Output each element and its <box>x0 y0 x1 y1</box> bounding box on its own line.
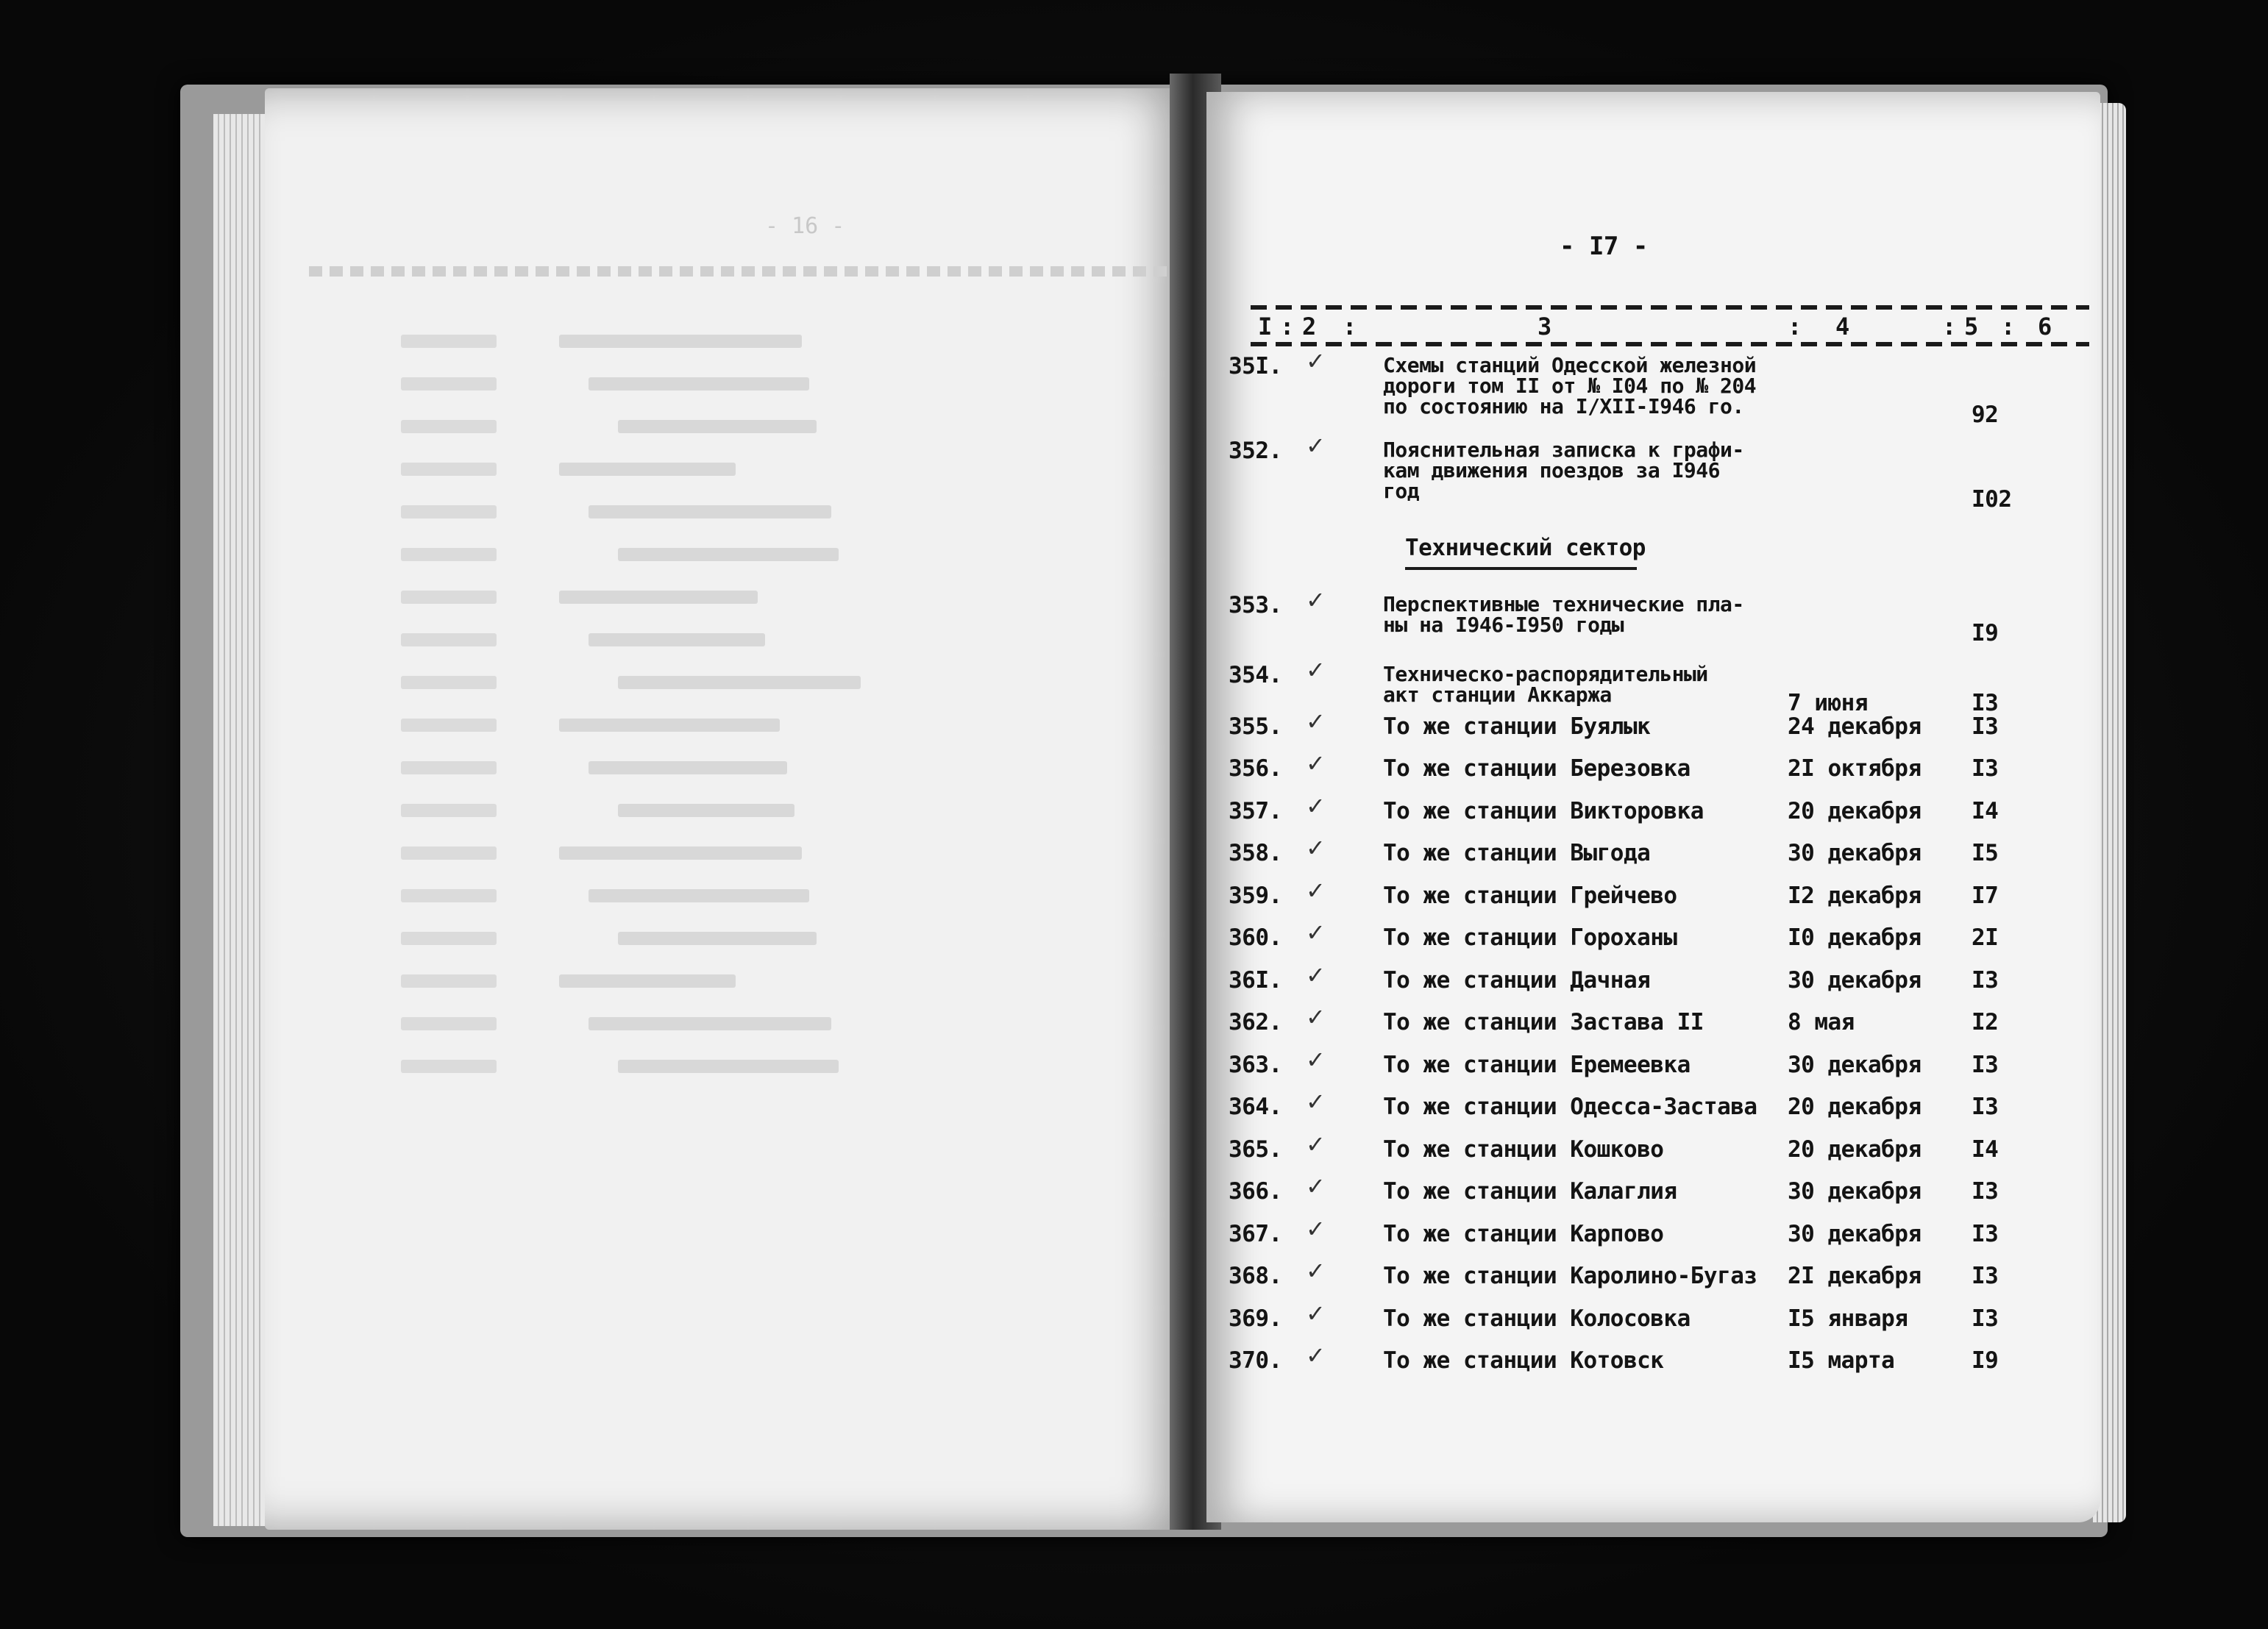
row-date: 30 декабря <box>1788 840 1922 866</box>
col-header-sep: : <box>1942 313 1957 341</box>
show-through-date <box>401 633 497 646</box>
col-header-3: 3 <box>1538 313 1552 341</box>
check-mark-icon: ✓ <box>1306 749 1326 777</box>
show-through-date <box>401 889 497 902</box>
row-page-count: 2I <box>1972 924 1999 951</box>
row-description: То же станции Калаглия <box>1383 1178 1677 1205</box>
row-date: I5 марта <box>1788 1347 1895 1374</box>
check-mark-icon: ✓ <box>1306 1172 1326 1200</box>
row-page-count: I02 <box>1972 486 2012 513</box>
row-number: 370. <box>1229 1347 1282 1374</box>
row-number: 365. <box>1229 1136 1282 1163</box>
left-page-number: - 16 - <box>765 213 845 239</box>
row-date: 2I декабря <box>1788 1263 1922 1289</box>
row-page-count: I5 <box>1972 840 1999 866</box>
show-through-date <box>401 335 497 348</box>
row-description: Техническо-распорядительный <box>1383 662 1708 686</box>
row-number: 35I. <box>1229 353 1282 379</box>
row-number: 358. <box>1229 840 1282 866</box>
left-header-rule <box>309 266 1177 277</box>
show-through-line <box>559 463 736 476</box>
row-number: 360. <box>1229 924 1282 951</box>
show-through-date <box>401 974 497 988</box>
col-header-5: 5 <box>1964 313 1979 341</box>
show-through-line <box>618 1060 839 1073</box>
show-through-line <box>559 719 780 732</box>
row-description: кам движения поездов за I946 <box>1383 458 1721 482</box>
show-through-line <box>589 1017 831 1030</box>
row-description: по состоянию на I/XII-I946 го. <box>1383 394 1744 418</box>
row-page-count: I3 <box>1972 1305 1999 1332</box>
col-header-1: I <box>1258 313 1273 341</box>
row-date: I0 декабря <box>1788 924 1922 951</box>
show-through-date <box>401 505 497 518</box>
row-page-count: I2 <box>1972 1009 1999 1035</box>
row-page-count: I4 <box>1972 1136 1999 1163</box>
show-through-line <box>618 420 817 433</box>
show-through-line <box>559 591 758 604</box>
show-through-line <box>618 676 861 689</box>
row-description: То же станции Карпово <box>1383 1221 1664 1247</box>
row-number: 364. <box>1229 1094 1282 1120</box>
show-through-line <box>589 377 809 391</box>
row-number: 368. <box>1229 1263 1282 1289</box>
header-rule-bottom <box>1251 342 2089 346</box>
row-number: 356. <box>1229 755 1282 782</box>
col-header-4: 4 <box>1835 313 1850 341</box>
row-description: То же станции Грейчево <box>1383 883 1677 909</box>
row-page-count: I3 <box>1972 690 1999 716</box>
check-mark-icon: ✓ <box>1306 586 1326 614</box>
check-mark-icon: ✓ <box>1306 1215 1326 1243</box>
row-description: То же станции Одесса-Застава <box>1383 1094 1757 1120</box>
row-number: 354. <box>1229 662 1282 688</box>
row-description: То же станции Березовка <box>1383 755 1691 782</box>
row-number: 369. <box>1229 1305 1282 1332</box>
row-date: 7 июня <box>1788 690 1868 716</box>
left-page <box>265 88 1192 1530</box>
check-mark-icon: ✓ <box>1306 834 1326 862</box>
show-through-date <box>401 676 497 689</box>
row-number: 363. <box>1229 1052 1282 1078</box>
col-header-sep: : <box>2001 313 2016 341</box>
row-number: 359. <box>1229 883 1282 909</box>
row-description: То же станции Буялык <box>1383 713 1651 740</box>
show-through-date <box>401 846 497 860</box>
show-through-date <box>401 463 497 476</box>
check-mark-icon: ✓ <box>1306 1257 1326 1285</box>
show-through-line <box>589 889 809 902</box>
row-description: То же станции Викторовка <box>1383 798 1704 824</box>
check-mark-icon: ✓ <box>1306 1130 1326 1158</box>
check-mark-icon: ✓ <box>1306 707 1326 735</box>
show-through-date <box>401 932 497 945</box>
row-date: 2I октября <box>1788 755 1922 782</box>
row-page-count: I4 <box>1972 798 1999 824</box>
check-mark-icon: ✓ <box>1306 877 1326 905</box>
row-number: 36I. <box>1229 967 1282 994</box>
show-through-line <box>589 633 765 646</box>
show-through-line <box>618 548 839 561</box>
row-page-count: I3 <box>1972 1221 1999 1247</box>
row-description: То же станции Гороханы <box>1383 924 1677 951</box>
row-page-count: 92 <box>1972 402 1999 428</box>
row-description: Схемы станций Одесской железной <box>1383 353 1757 377</box>
row-description: То же станции Застава II <box>1383 1009 1704 1035</box>
col-header-sep: : <box>1343 313 1357 341</box>
check-mark-icon: ✓ <box>1306 1003 1326 1031</box>
row-date: 20 декабря <box>1788 1094 1922 1120</box>
row-description: акт станции Аккаржа <box>1383 682 1612 707</box>
row-number: 357. <box>1229 798 1282 824</box>
row-number: 355. <box>1229 713 1282 740</box>
row-page-count: I3 <box>1972 1094 1999 1120</box>
row-description: То же станции Кошково <box>1383 1136 1664 1163</box>
col-header-sep: : <box>1788 313 1802 341</box>
check-mark-icon: ✓ <box>1306 432 1326 460</box>
show-through-date <box>401 591 497 604</box>
show-through-date <box>401 1017 497 1030</box>
row-description: Пояснительная записка к графи- <box>1383 438 1744 462</box>
row-date: 30 декабря <box>1788 1221 1922 1247</box>
row-date: 30 декабря <box>1788 967 1922 994</box>
row-date: 30 декабря <box>1788 1052 1922 1078</box>
row-date: 20 декабря <box>1788 798 1922 824</box>
row-number: 352. <box>1229 438 1282 464</box>
show-through-date <box>401 719 497 732</box>
row-description: год <box>1383 479 1420 503</box>
row-description: То же станции Дачная <box>1383 967 1651 994</box>
check-mark-icon: ✓ <box>1306 1341 1326 1369</box>
check-mark-icon: ✓ <box>1306 347 1326 375</box>
right-page <box>1206 92 2100 1522</box>
col-header-sep: : <box>1280 313 1295 341</box>
row-date: I2 декабря <box>1788 883 1922 909</box>
show-through-line <box>618 804 794 817</box>
col-header-2: 2 <box>1302 313 1317 341</box>
check-mark-icon: ✓ <box>1306 919 1326 947</box>
row-date: 30 декабря <box>1788 1178 1922 1205</box>
row-description: То же станции Котовск <box>1383 1347 1664 1374</box>
row-description: Перспективные технические пла- <box>1383 592 1744 616</box>
row-date: 8 мая <box>1788 1009 1855 1035</box>
show-through-line <box>559 335 802 348</box>
row-description: дороги том II от № I04 по № 204 <box>1383 374 1757 398</box>
row-number: 353. <box>1229 592 1282 619</box>
check-mark-icon: ✓ <box>1306 656 1326 684</box>
row-date: I5 января <box>1788 1305 1908 1332</box>
row-number: 367. <box>1229 1221 1282 1247</box>
row-date: 20 декабря <box>1788 1136 1922 1163</box>
row-description: То же станции Колосовка <box>1383 1305 1691 1332</box>
show-through-line <box>618 932 817 945</box>
row-page-count: I9 <box>1972 620 1999 646</box>
check-mark-icon: ✓ <box>1306 961 1326 989</box>
row-page-count: I3 <box>1972 755 1999 782</box>
row-page-count: I3 <box>1972 1178 1999 1205</box>
header-rule-top <box>1251 305 2089 310</box>
row-page-count: I3 <box>1972 967 1999 994</box>
row-date: 24 декабря <box>1788 713 1922 740</box>
show-through-date <box>401 548 497 561</box>
show-through-date <box>401 1060 497 1073</box>
check-mark-icon: ✓ <box>1306 1088 1326 1116</box>
row-description: То же станции Выгода <box>1383 840 1651 866</box>
check-mark-icon: ✓ <box>1306 792 1326 820</box>
show-through-date <box>401 420 497 433</box>
section-title: Технический сектор <box>1405 535 1646 561</box>
row-description: ны на I946-I950 годы <box>1383 613 1624 637</box>
show-through-date <box>401 761 497 774</box>
row-number: 366. <box>1229 1178 1282 1205</box>
col-header-6: 6 <box>2038 313 2052 341</box>
row-page-count: I3 <box>1972 1052 1999 1078</box>
row-page-count: I3 <box>1972 713 1999 740</box>
check-mark-icon: ✓ <box>1306 1300 1326 1327</box>
row-page-count: I3 <box>1972 1263 1999 1289</box>
show-through-date <box>401 377 497 391</box>
left-page-edges <box>213 114 269 1526</box>
page-number: - I7 - <box>1560 232 1648 261</box>
show-through-line <box>589 761 787 774</box>
row-page-count: I7 <box>1972 883 1999 909</box>
row-description: То же станции Каролино-Бугаз <box>1383 1263 1757 1289</box>
row-number: 362. <box>1229 1009 1282 1035</box>
show-through-line <box>589 505 831 518</box>
row-description: То же станции Еремеевка <box>1383 1052 1691 1078</box>
check-mark-icon: ✓ <box>1306 1046 1326 1074</box>
show-through-line <box>559 974 736 988</box>
show-through-line <box>559 846 802 860</box>
row-page-count: I9 <box>1972 1347 1999 1374</box>
section-title-underline <box>1405 567 1637 570</box>
show-through-date <box>401 804 497 817</box>
